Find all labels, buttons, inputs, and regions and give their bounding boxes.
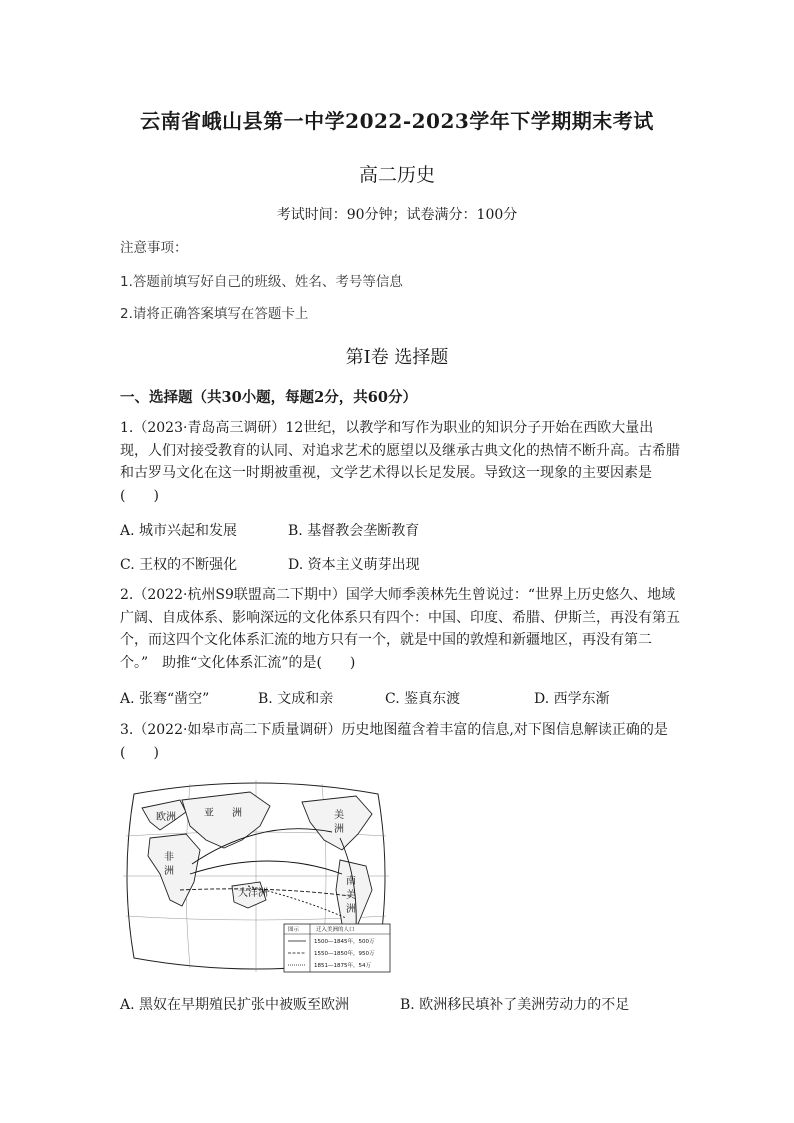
map-label-oceania-1: 大 — [238, 888, 248, 899]
legend-header-right: 迁入美洲的人口 — [316, 927, 355, 933]
question-2-stem: 2.（2022·杭州S9联盟高二下期中）国学大师季羡林先生曾说过：“世界上历史悠久、地域广阔、自成体系、影响深远的文化体系只有四个：中国、印度、希腊、伊斯兰，再没有第五个，而这四个文化体系汇流的地方只有一个，就是中国的敦煌和新疆地区，再没有第二个。” 助推“文化体系汇流”的是( ) — [120, 587, 680, 671]
map-label-africa-1: 非 — [164, 852, 174, 863]
notice-heading: 注意事项： — [120, 240, 188, 256]
subject-title: 高二历史 — [358, 164, 435, 186]
q2-option-b[interactable]: B. 文成和亲 — [258, 691, 334, 707]
part-heading: 一、选择题（共30小题，每题2分，共60分） — [120, 389, 417, 406]
section-title: 第Ⅰ卷 选择题 — [345, 347, 449, 368]
notice-item-2: 2.请将正确答案填写在答题卡上 — [120, 306, 309, 322]
exam-title: 云南省峨山县第一中学2022-2023学年下学期期末考试 — [140, 109, 654, 133]
map-label-south-3: 洲 — [346, 904, 356, 915]
q1-option-d[interactable]: D. 资本主义萌芽出现 — [288, 557, 420, 573]
q3-option-b[interactable]: B. 欧洲移民填补了美洲劳动力的不足 — [400, 997, 630, 1013]
q3-option-a[interactable]: A. 黑奴在早期殖民扩张中被贩至欧洲 — [120, 997, 350, 1013]
map-label-asia-1: 亚 — [204, 808, 214, 819]
question-1-stem: 1.（2023·青岛高三调研）12世纪，以教学和写作为职业的知识分子开始在西欧大量出现，人们对接受教育的认同、对追求艺术的愿望以及继承古典文化的热情不断升高。古希腊和古罗马文化在这一时期被重视，文学艺术得以长足发展。导致这一现象的主要因素是( ) — [120, 420, 680, 504]
map-label-south-1: 南 — [346, 876, 356, 887]
map-label-oceania-3: 洲 — [258, 888, 268, 899]
legend-row-3: 1851—1875年，54万 — [314, 963, 371, 969]
question-3-stem: 3.（2022·如皋市高二下质量调研）历史地图蕴含着丰富的信息,对下图信息解读正确的是( ) — [120, 722, 668, 761]
map-label-oceania-2: 洋 — [248, 888, 258, 899]
legend-row-2: 1550—1850年，950万 — [314, 951, 375, 957]
map-label-america-1: 美 — [334, 810, 344, 821]
legend-header-left: 图示 — [288, 927, 300, 933]
map-label-south-2: 美 — [346, 890, 356, 901]
q1-option-b[interactable]: B. 基督教会垄断教育 — [288, 523, 420, 539]
map-label-europe: 欧洲 — [156, 812, 176, 823]
map-label-africa-2: 洲 — [164, 866, 174, 877]
notice-item-1: 1.答题前填写好自己的班级、姓名、考号等信息 — [120, 274, 403, 290]
q1-option-c[interactable]: C. 王权的不断强化 — [120, 557, 238, 573]
q2-option-d[interactable]: D. 西学东渐 — [534, 691, 610, 707]
q1-option-a[interactable]: A. 城市兴起和发展 — [120, 523, 238, 539]
map-label-america-2: 洲 — [334, 824, 344, 835]
legend-row-1: 1500—1845年，500万 — [314, 939, 375, 945]
q2-option-c[interactable]: C. 鉴真东渡 — [385, 691, 461, 707]
world-migration-map — [120, 778, 392, 974]
map-legend — [284, 924, 390, 972]
exam-info: 考试时间：90分钟；试卷满分：100分 — [276, 207, 518, 223]
map-label-asia-2: 洲 — [232, 808, 242, 819]
q2-option-a[interactable]: A. 张骞“凿空” — [120, 691, 210, 707]
